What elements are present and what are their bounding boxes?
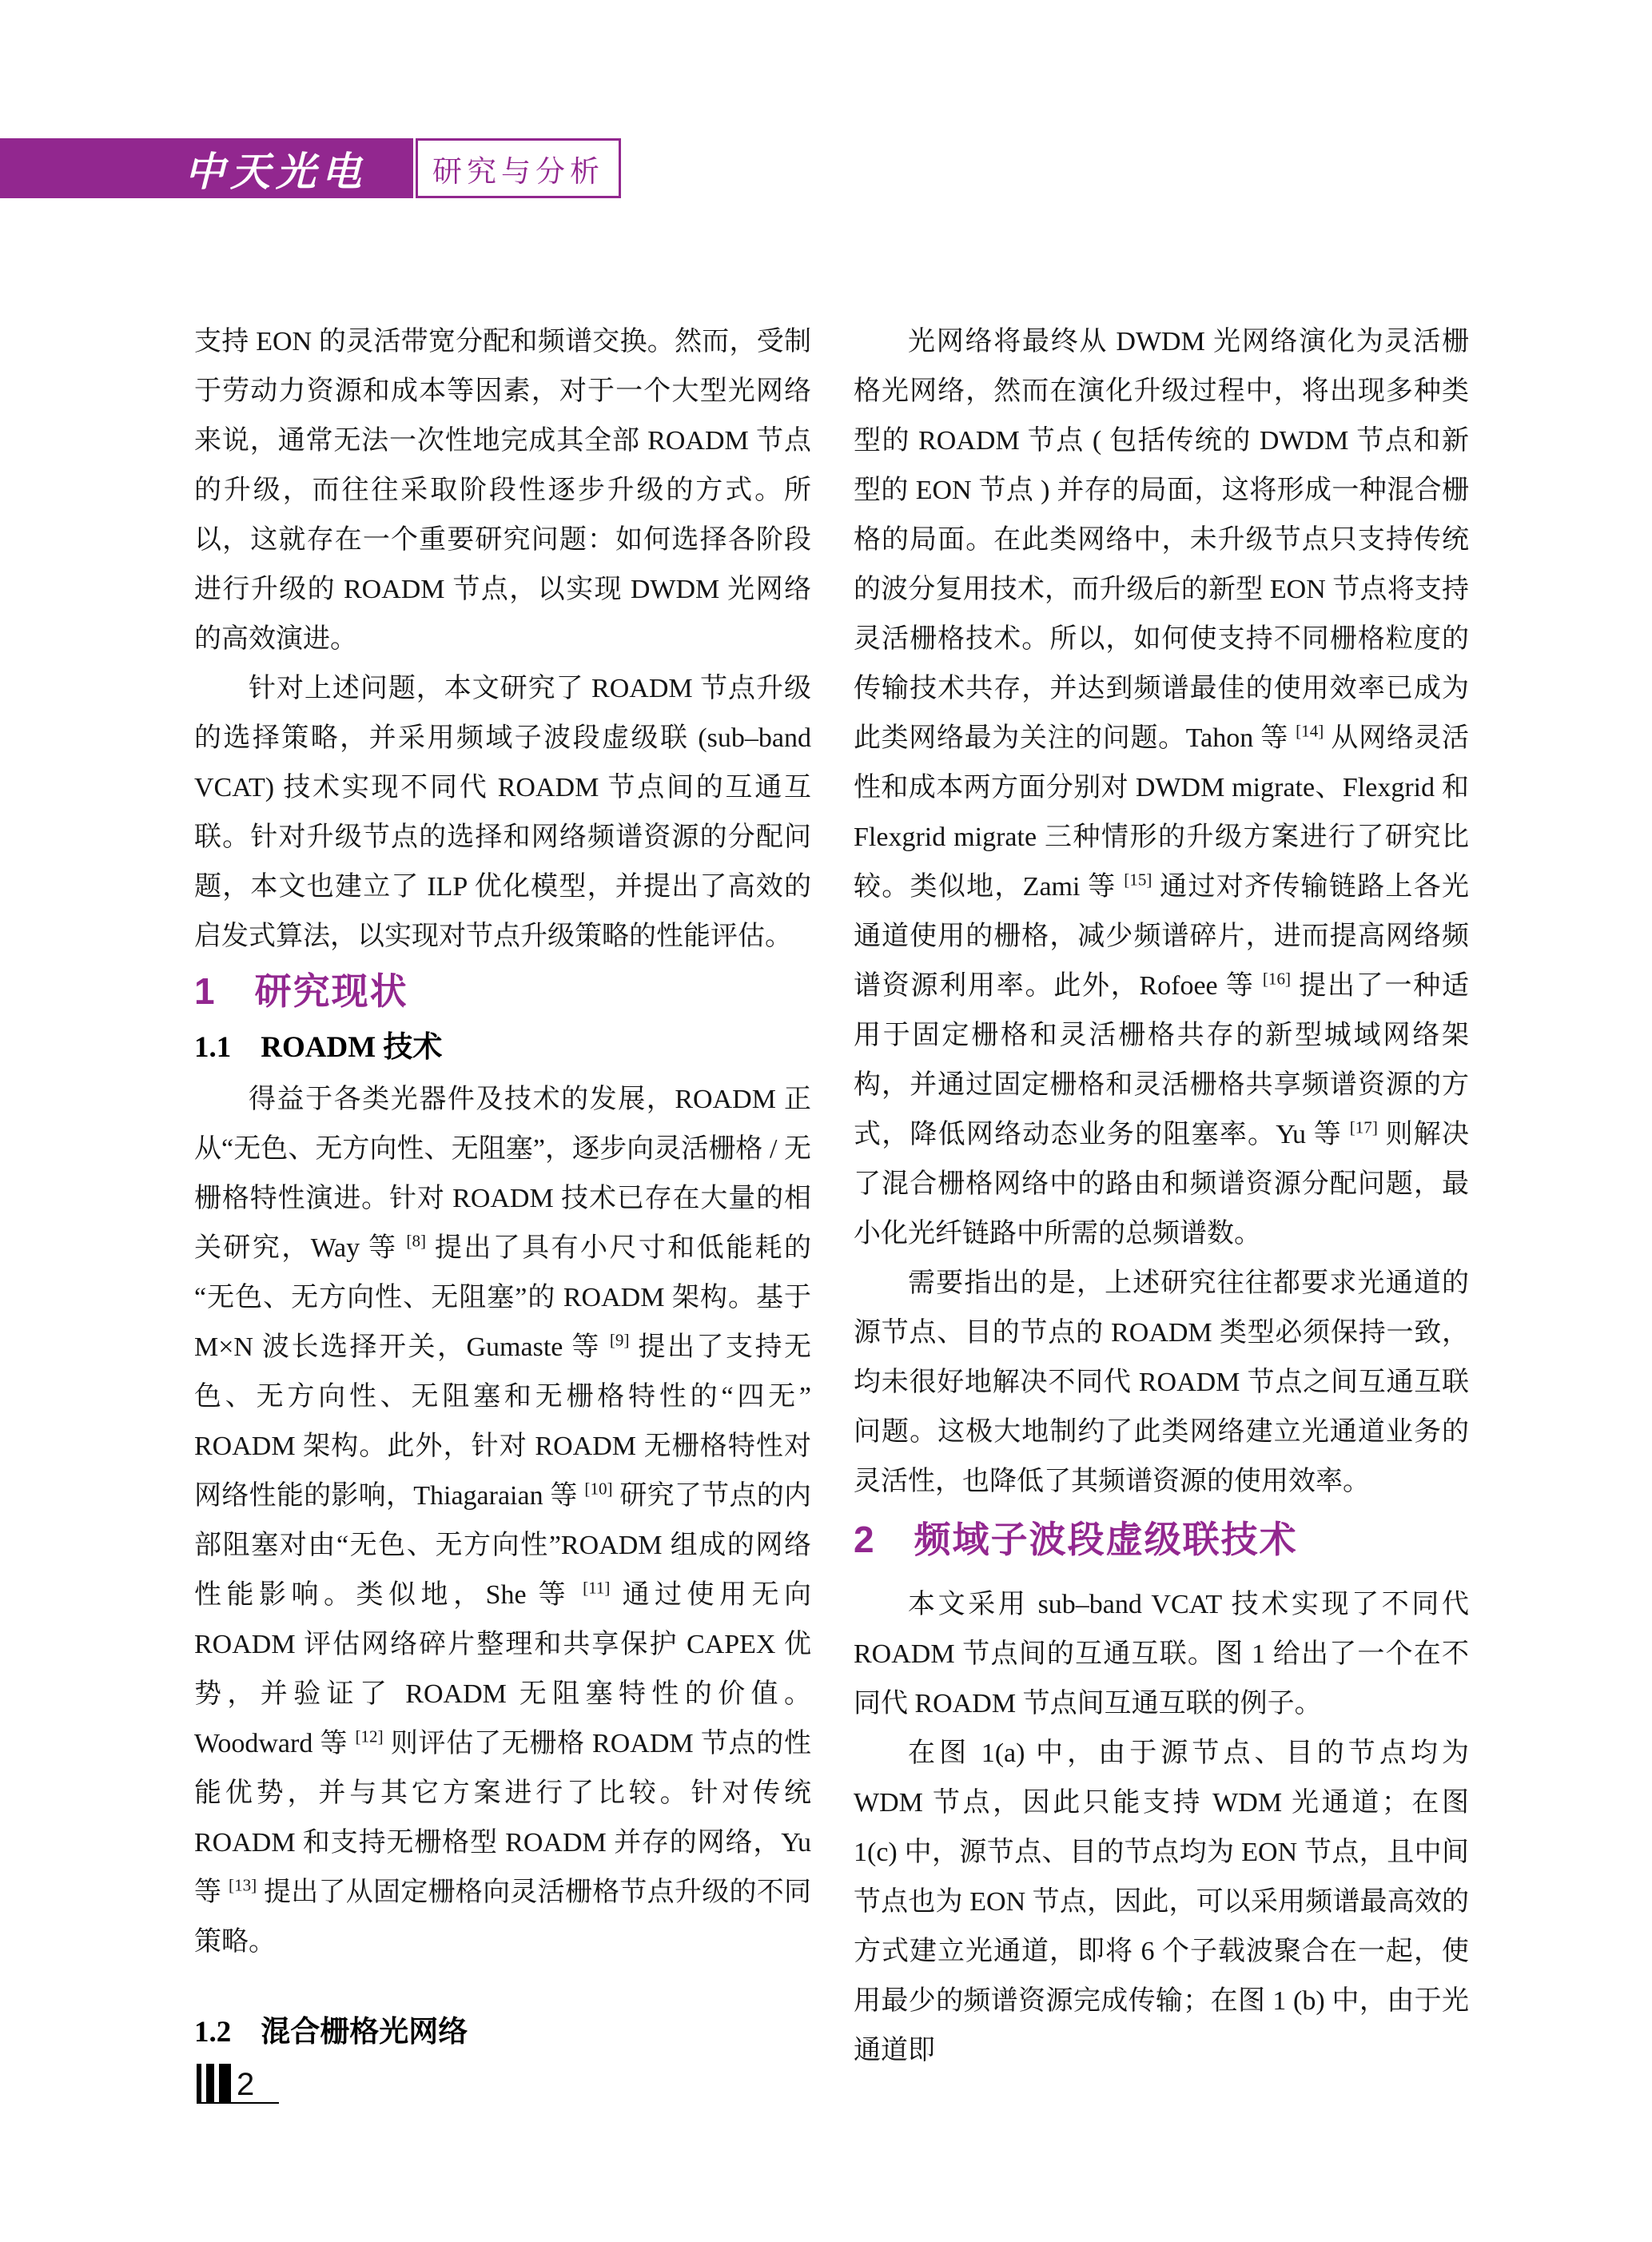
- right-paragraph-2: [854, 1259, 1469, 1507]
- journal-logo: 中天光电: [185, 147, 367, 195]
- text-run: 则评估了无栅格 ROADM 节点的性能优势，并与其它方案进行了比较。针对传统 ROADM 和支持无栅格型 ROADM 并存的网络，Yu 等: [194, 1729, 811, 1907]
- column-tag-label: 研究与分析: [432, 154, 604, 188]
- text-run: 针对上述问题，本文研究了 ROADM 节点升级的选择策略，并采用频域子波段虚级联 (sub–band VCAT) 技术实现不同代 ROADM 节点间的互通互联。针对升级节点的选择和网络频谱资源的分配问题，本文也建立了 ILP 优化模型，并提出了高效的启发式算法，以实现对节点升级策略的性能评估。: [194, 674, 811, 951]
- subsection-1-1-heading: 1.1 ROADM 技术: [194, 1031, 443, 1064]
- text-run: 需要指出的是，上述研究往往都要求光通道的源节点、目的节点的 ROADM 类型必须保持一致，均未很好地解决不同代 ROADM 节点之间互通互联问题。这极大地制约了此类网络建立光通道业务的灵活性，也降低了其频谱资源的使用效率。: [854, 1268, 1469, 1496]
- reference-mark: [14]: [1296, 721, 1324, 741]
- footer-bar-icon: [197, 2064, 201, 2104]
- reference-mark: [11]: [583, 1578, 611, 1598]
- text-run: 提出了支持无色、无方向性、无阻塞和无栅格特性的“四无”ROADM 架构。此外，针对 ROADM 无栅格特性对网络性能的影响，Thiagaraian 等: [194, 1332, 812, 1511]
- left-column: [194, 317, 811, 2060]
- left-paragraph-2: [194, 664, 811, 962]
- text-run: 提出了一种适用于固定栅格和灵活栅格共存的新型城域网络架构，并通过固定栅格和灵活栅格共享频谱资源的方式，降低网络动态业务的阻塞率。Yu 等: [854, 971, 1469, 1149]
- text-run: 提出了具有小尺寸和低能耗的“无色、无方向性、无阻塞”的 ROADM 架构。基于 M×N 波长选择开关，Gumaste 等: [194, 1233, 811, 1362]
- reference-mark: [16]: [1262, 969, 1292, 989]
- text-run: 研究了节点的内部阻塞对由“无色、无方向性”ROADM 组成的网络性能影响。类似地，She 等: [194, 1481, 811, 1610]
- reference-mark: [17]: [1349, 1117, 1378, 1137]
- text-run: 从网络灵活性和成本两方面分别对 DWDM migrate、Flexgrid 和 Flexgrid migrate 三种情形的升级方案进行了研究比较。类似地，Zami 等: [854, 723, 1470, 902]
- brand-bar: [0, 138, 413, 198]
- footer-rule: [197, 2102, 279, 2104]
- reference-mark: [15]: [1124, 870, 1152, 890]
- reference-mark: [12]: [355, 1726, 384, 1746]
- text-run: 光网络将最终从 DWDM 光网络演化为灵活栅格光网络，然而在演化升级过程中，将出现多种类型的 ROADM 节点 ( 包括传统的 DWDM 节点和新型的 EON 节点 ) 并存的局面，这将形成一种混合栅格的局面。在此类网络中，未升级节点只支持传统的波分复用技术，而升级后的新型 EON 节点将支持灵活栅格技术。所以，如何使支持不同栅格粒度的传输技术共存，并达到频谱最佳的使用效率已成为此类网络最为关注的问题。Tahon 等: [854, 327, 1469, 753]
- text-run: 得益于各类光器件及技术的发展，ROADM 正从“无色、无方向性、无阻塞”，逐步向灵活栅格 / 无栅格特性演进。针对 ROADM 技术已存在大量的相关研究，Way 等: [194, 1085, 811, 1263]
- left-paragraph-3: [194, 1075, 811, 1967]
- right-paragraph-1: [854, 317, 1469, 1259]
- reference-mark: [13]: [229, 1875, 257, 1895]
- text-run: 通过对齐传输链路上各光通道使用的栅格，减少频谱碎片，进而提高网络频谱资源利用率。此外，Rofoee 等: [854, 872, 1469, 1001]
- footer-bar-icon: [219, 2064, 231, 2104]
- subsection-1-2-heading: 1.2 混合栅格光网络: [194, 2016, 468, 2049]
- reference-mark: [10]: [584, 1479, 613, 1499]
- text-run: 则解决了混合栅格网络中的路由和频谱资源分配问题，最小化光纤链路中所需的总频谱数。: [854, 1120, 1469, 1248]
- right-paragraph-3: [854, 1580, 1469, 1729]
- footer-bar-icon: [206, 2064, 214, 2104]
- column-tag-box: [416, 138, 621, 198]
- text-run: 在图 1(a) 中，由于源节点、目的节点均为 WDM 节点，因此只能支持 WDM 光通道；在图 1(c) 中，源节点、目的节点均为 EON 节点，且中间节点也为 EON 节点，因此，可以采用频谱最高效的方式建立光通道，即将 6 个子载波聚合在一起，使用最少的频谱资源完成传输；在图 1 (b) 中，由于光通道即: [854, 1738, 1469, 2065]
- right-column: [854, 317, 1469, 2076]
- text-run: 本文采用 sub–band VCAT 技术实现了不同代 ROADM 节点间的互通互联。图 1 给出了一个在不同代 ROADM 节点间互通互联的例子。: [854, 1590, 1469, 1718]
- left-paragraph-1: [194, 317, 811, 664]
- right-paragraph-4: [854, 1729, 1469, 2076]
- text-run: 提出了从固定栅格向灵活栅格节点升级的不同策略。: [194, 1878, 812, 1957]
- reference-mark: [8]: [406, 1231, 426, 1251]
- page-number: 2: [237, 2067, 255, 2102]
- section-1-heading: 1 研究现状: [194, 970, 408, 1012]
- text-run: 支持 EON 的灵活带宽分配和频谱交换。然而，受制于劳动力资源和成本等因素，对于一个大型光网络来说，通常无法一次性地完成其全部 ROADM 节点的升级，而往往采取阶段性逐步升级的方式。所以，这就存在一个重要研究问题：如何选择各阶段进行升级的 ROADM 节点，以实现 DWDM 光网络的高效演进。: [194, 327, 811, 654]
- text-run: 通过使用无向 ROADM 评估网络碎片整理和共享保护 CAPEX 优势，并验证了 ROADM 无阻塞特性的价值。Woodward 等: [194, 1580, 812, 1758]
- section-2-heading: 2 频域子波段虚级联技术: [854, 1519, 1298, 1560]
- reference-mark: [9]: [609, 1330, 630, 1350]
